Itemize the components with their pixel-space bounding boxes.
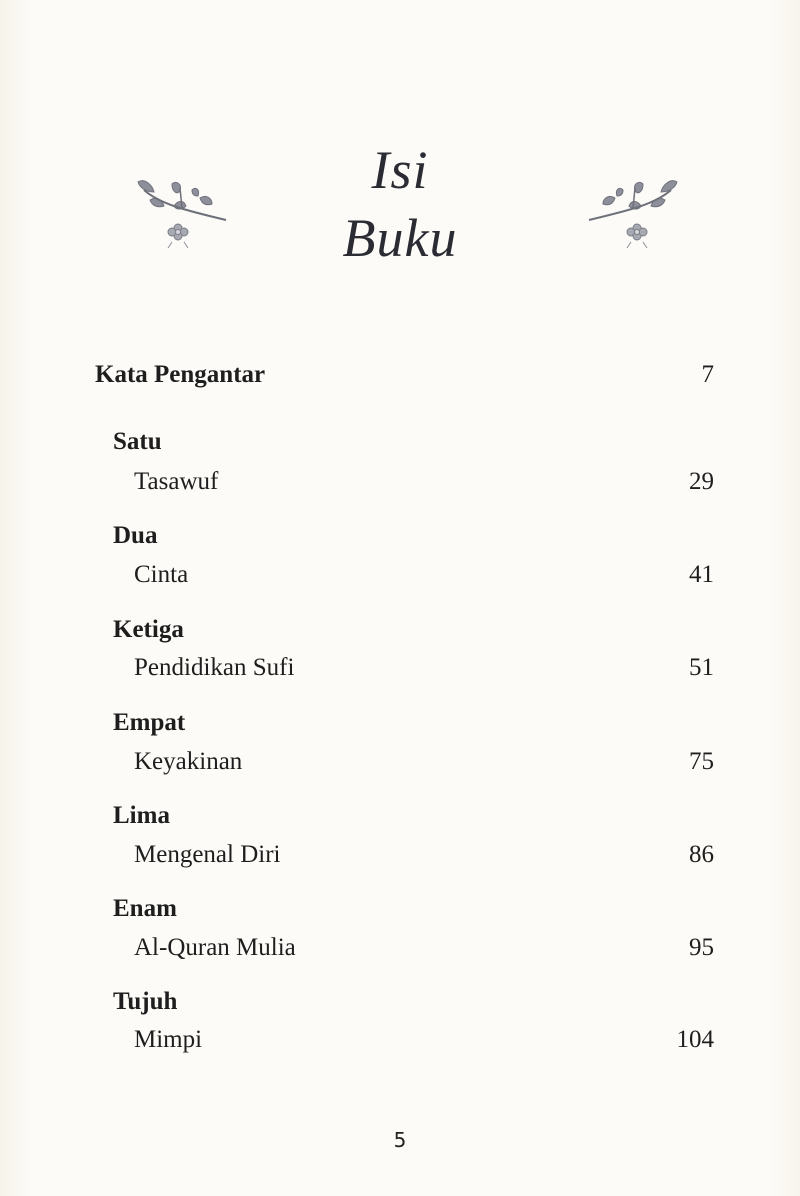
page-number: 5	[393, 1128, 407, 1152]
chapter-label: Satu	[113, 428, 162, 455]
chapter-label: Empat	[113, 709, 186, 736]
chapter-label: Dua	[113, 522, 158, 549]
chapter-label: Lima	[113, 802, 170, 829]
chapter-page-number: 51	[689, 654, 714, 681]
chapter-page-number: 29	[689, 468, 714, 495]
chapter-title: Al-Quran Mulia	[134, 934, 296, 961]
chapter-title: Mengenal Diri	[134, 841, 281, 868]
chapter-page-number: 95	[689, 934, 714, 961]
chapter-title: Pendidikan Sufi	[134, 654, 295, 681]
page-title-line2: Buku	[342, 208, 458, 268]
chapter-title: Cinta	[134, 561, 189, 588]
chapter-title: Tasawuf	[134, 468, 219, 495]
chapter-label: Ketiga	[113, 616, 184, 643]
chapter-title: Mimpi	[134, 1026, 203, 1053]
chapter-label: Enam	[113, 895, 177, 922]
toc-intro-label: Kata Pengantar	[95, 361, 266, 388]
floral-sprig-icon	[130, 170, 240, 250]
page-title-line1: Isi	[371, 140, 429, 200]
chapter-page-number: 86	[689, 841, 714, 868]
chapter-page-number: 104	[676, 1026, 714, 1053]
chapter-page-number: 75	[689, 748, 714, 775]
chapter-title: Keyakinan	[134, 748, 243, 775]
toc-intro-page-number: 7	[701, 361, 714, 388]
chapter-label: Tujuh	[113, 988, 178, 1015]
chapter-page-number: 41	[689, 561, 714, 588]
floral-sprig-icon	[575, 170, 685, 250]
